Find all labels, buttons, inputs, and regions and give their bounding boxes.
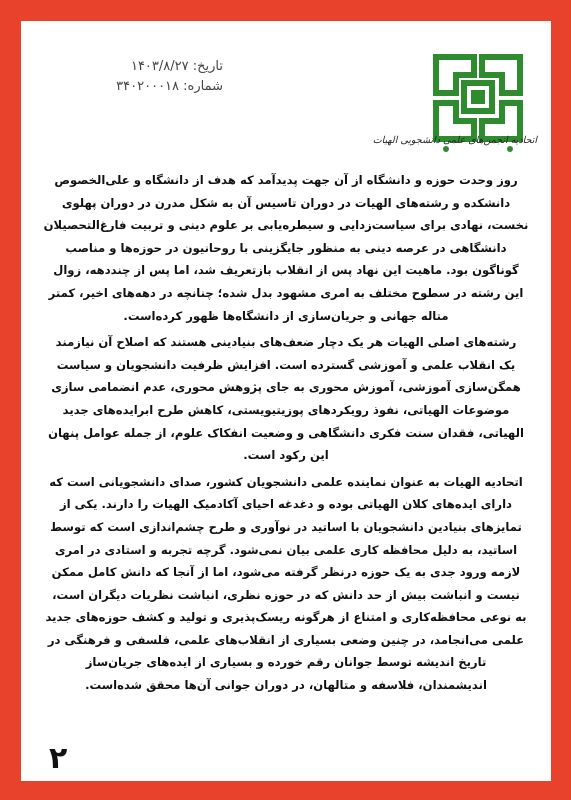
text-line: علمی می‌انجامد، در چنین وضعی بسیاری از انقلاب‌های علمی، فلسفی و فرهنگی در — [47, 632, 525, 647]
paragraph — [41, 471, 531, 697]
number-line: شماره: ۳۴۰۲۰۰۰۱۸ — [116, 79, 223, 94]
text-line: یک انقلاب علمی و آموزشی گسترده است. افزایش ظرفیت دانشجویان و سیاست — [56, 357, 516, 372]
text-line: اندیشمندان، فلاسفه و متالهان، در دوران جوانی آن‌ها محقق شده‌است. — [85, 678, 487, 693]
date-line: تاریخ: ۱۴۰۳/۸/۲۷ — [130, 59, 223, 74]
logo-caption: اتحادیه انجمن‌های علمی دانشجویی الهیات — [372, 135, 537, 146]
text-line: این رکود است. — [243, 448, 329, 463]
text-line: نیست و انباشت بیش از حد دانش که در حوزه نظری، انباشت نظریات دیگران است، — [52, 587, 520, 602]
letter-body — [41, 169, 531, 701]
text-line: روز وحدت حوزه و دانشگاه از آن جهت پدیدآمد که هدف از دانشگاه و علی‌الخصوص — [54, 173, 518, 187]
text-line: موضوعات الهیاتی، نفوذ رویکردهای پوزیتیویستی، کاهش طرح ابرایده‌های جدید — [62, 402, 510, 417]
document-page — [21, 21, 551, 781]
text-line: متاله جهانی و جریان‌سازی از دانشگاه‌ها ظهور کرده‌است. — [123, 308, 449, 323]
text-line: اساتید، به دلیل محافظه کاری علمی بیان نمی‌شود. گرچه تجربه و استادی در امری — [54, 542, 518, 557]
text-line: نخست، نهادی برای سیاست‌زدایی و سیطره‌یابی بر علوم دینی و تربیت فارغ‌التحصیلان — [43, 218, 529, 233]
text-line: اتحادیه الهیات به عنوان نماینده علمی دانشجویان کشور، صدای دانشجویانی است که — [49, 474, 523, 489]
document-meta — [43, 57, 223, 97]
union-logo-icon — [372, 45, 537, 165]
text-line: همگن‌سازی آموزشی، آموزش محوری به جای پژوهش محوری، عدم انضمامی سازی — [51, 380, 521, 395]
text-line: این رشته در سطوح مختلف به امری مشهود بدل شده؛ چنانچه در دهه‌های اخیر، کمتر — [48, 285, 524, 300]
text-line: دانشکده و رشته‌های الهیات در دوران تاسیس آن به شکل مدرن در دوران پهلوی — [61, 195, 511, 210]
text-line: رشته‌های اصلی الهیات هر یک دچار ضعف‌های بنیادینی هستند که اصلاح آن نیازمند — [55, 335, 517, 350]
text-line: الهیاتی، فقدان سنت فکری دانشگاهی و وضعیت انفکاک علوم، از جمله عوامل پنهان — [48, 425, 524, 440]
text-line: لازمه ورود جدی به یک حوزه درنظر گرفته می‌شود، اما از آنجا که دانش کامل ممکن — [51, 565, 521, 580]
paragraph — [41, 331, 531, 467]
page-number: ۲ — [49, 741, 68, 776]
text-line: گوناگون بود. ماهیت این نهاد پس از انقلاب بازتعریف شد، اما پس از چنددهه، زوال — [53, 263, 519, 278]
text-line: به نوعی محافظه‌کاری و امتناع از هرگونه ریسک‌پذیری و تولید و کشف حوزه‌های جدید — [45, 610, 527, 625]
text-line: دانشگاهی در عرصه دینی به منظور جایگزینی با روحانیون در حوزه‌ها و مناصب — [65, 240, 507, 255]
text-line: تمایزهای بنیادین دانشجویان با اساتید در نوآوری و طرح چشم‌اندازی است که توسط — [50, 519, 522, 534]
paragraph — [41, 169, 531, 327]
text-line: تاریخ اندیشه توسط جوانان رقم خورده و بسیاری از ایده‌های جریان‌ساز — [85, 655, 487, 670]
text-line: دارای ایده‌های کلان الهیاتی بوده و دغدغه احیای آکادمیک الهیات را دارند. یکی از — [59, 497, 513, 512]
